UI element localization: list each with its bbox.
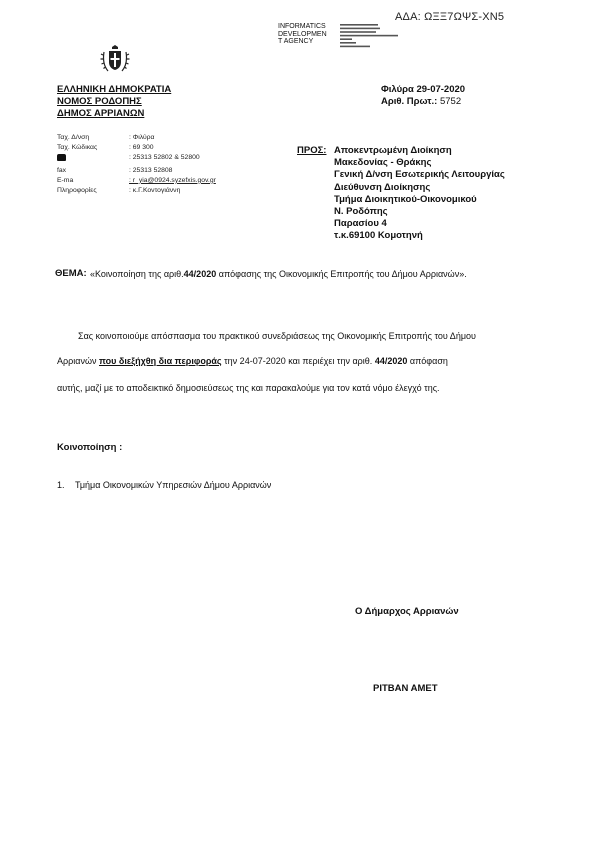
issuer-prefecture: ΝΟΜΟΣ ΡΟΔΟΠΗΣ — [57, 96, 142, 107]
body-text-part: Αρριανών — [57, 356, 97, 366]
body-text-part: την 24-07-2020 και περιέχει την αριθ. — [224, 356, 373, 366]
notification-item-number: 1. — [57, 480, 65, 490]
contact-label: Ταχ. Κώδικας — [57, 144, 98, 152]
contact-value: : κ.Γ.Κοντογιάννη — [129, 187, 181, 195]
notification-label: Κοινοποίηση : — [57, 442, 123, 453]
recipient-line: τ.κ.69100 Κομοτηνή — [334, 230, 423, 242]
contact-value: : 25313 52808 — [129, 166, 173, 174]
issuer-block — [57, 84, 171, 120]
protocol-line — [381, 96, 465, 108]
subject-text-part: απόφασης της Οικονομικής Επιτροπής του Δήμου Αρριανών». — [218, 269, 467, 279]
digital-signature-stamp — [278, 23, 403, 49]
recipient-line: Αποκεντρωμένη Διοίκηση — [334, 145, 452, 156]
contact-details — [57, 133, 216, 196]
notification-item-text: Τμήμα Οικονομικών Υπηρεσιών Δήμου Αρριανών — [75, 480, 272, 490]
body-line-1: Σας κοινοποιούμε απόσπασμα του πρακτικού συνεδριάσεως της Οικονομικής Επιτροπής του Δήμου — [78, 331, 476, 341]
contact-value: : 25313 52802 & 52800 — [129, 154, 200, 162]
stamp-line: DEVELOPMEN — [278, 30, 327, 38]
contact-row-fax — [57, 166, 216, 176]
date-protocol-block — [381, 84, 465, 108]
subject-decision-number: 44/2020 — [183, 269, 217, 279]
contact-row-phone — [57, 153, 216, 165]
contact-label: Πληροφορίες — [57, 187, 97, 195]
contact-row-info — [57, 186, 216, 196]
recipient-label: ΠΡΟΣ: — [297, 145, 327, 156]
subject-text-part: «Κοινοποίηση της αριθ. — [90, 269, 184, 279]
document-date: Φιλύρα 29-07-2020 — [381, 84, 466, 95]
stamp-line: INFORMATICS — [278, 23, 326, 30]
contact-label: Ταχ. Δ/νση — [57, 134, 90, 141]
contact-label — [57, 153, 129, 165]
stamp-line: T AGENCY — [278, 38, 314, 46]
notification-item — [57, 480, 271, 490]
contact-row-email — [57, 176, 216, 186]
protocol-number: 5752 — [439, 96, 462, 107]
issuer-country: ΕΛΛΗΝΙΚΗ ΔΗΜΟΚΡΑΤΙΑ — [57, 84, 172, 95]
stamp-fine-print — [340, 23, 402, 49]
recipient-line: Διεύθυνση Διοίκησης — [334, 181, 431, 193]
recipient-line: Μακεδονίας - Θράκης — [334, 157, 432, 169]
signatory-title: Ο Δήμαρχος Αρριανών — [355, 606, 459, 617]
subject-label: ΘΕΜΑ: — [55, 268, 87, 279]
body-line-3: αυτής, μαζί με το αποδεικτικό δημοσιεύσεως της και παρακαλούμε για τον κατά νόμο έλεγχό της. — [57, 383, 440, 393]
recipient-address — [334, 145, 505, 243]
ada-code: ΑΔΑ: ΩΞΞ7ΩΨΣ-ΧΝ5 — [395, 11, 505, 23]
contact-label: fax — [57, 166, 67, 174]
subject-text — [90, 268, 536, 281]
contact-value: : 69 300 — [129, 144, 154, 152]
protocol-label: Αριθ. Πρωτ.: — [381, 96, 438, 107]
telephone-icon — [57, 154, 66, 161]
greek-coat-of-arms-icon — [100, 44, 130, 76]
contact-row-postcode — [57, 143, 216, 153]
body-text-part: απόφαση — [409, 356, 448, 366]
contact-value: : Φιλύρα — [129, 134, 155, 141]
body-decision-number: 44/2020 — [374, 356, 408, 366]
body-emphasis: που διεξήχθη δια περιφοράς — [99, 356, 222, 366]
issuer-municipality: ΔΗΜΟΣ ΑΡΡΙΑΝΩΝ — [57, 108, 145, 119]
email-link[interactable]: : r_yia@0924.syzefxis.gov.gr — [129, 176, 216, 184]
recipient-line: Γενική Δ/νση Εσωτερικής Λειτουργίας — [334, 169, 505, 181]
body-line-2 — [57, 356, 448, 366]
signatory-name: ΡΙΤΒΑΝ ΑΜΕΤ — [373, 683, 438, 694]
recipient-line: Ν. Ροδόπης — [334, 206, 388, 218]
recipient-line: Παρασίου 4 — [334, 218, 387, 230]
contact-row-address — [57, 133, 216, 143]
recipient-line: Τμήμα Διοικητικού-Οικονομικού — [334, 193, 477, 205]
contact-label: E-ma — [57, 176, 74, 184]
stamp-agency-name — [278, 23, 327, 46]
